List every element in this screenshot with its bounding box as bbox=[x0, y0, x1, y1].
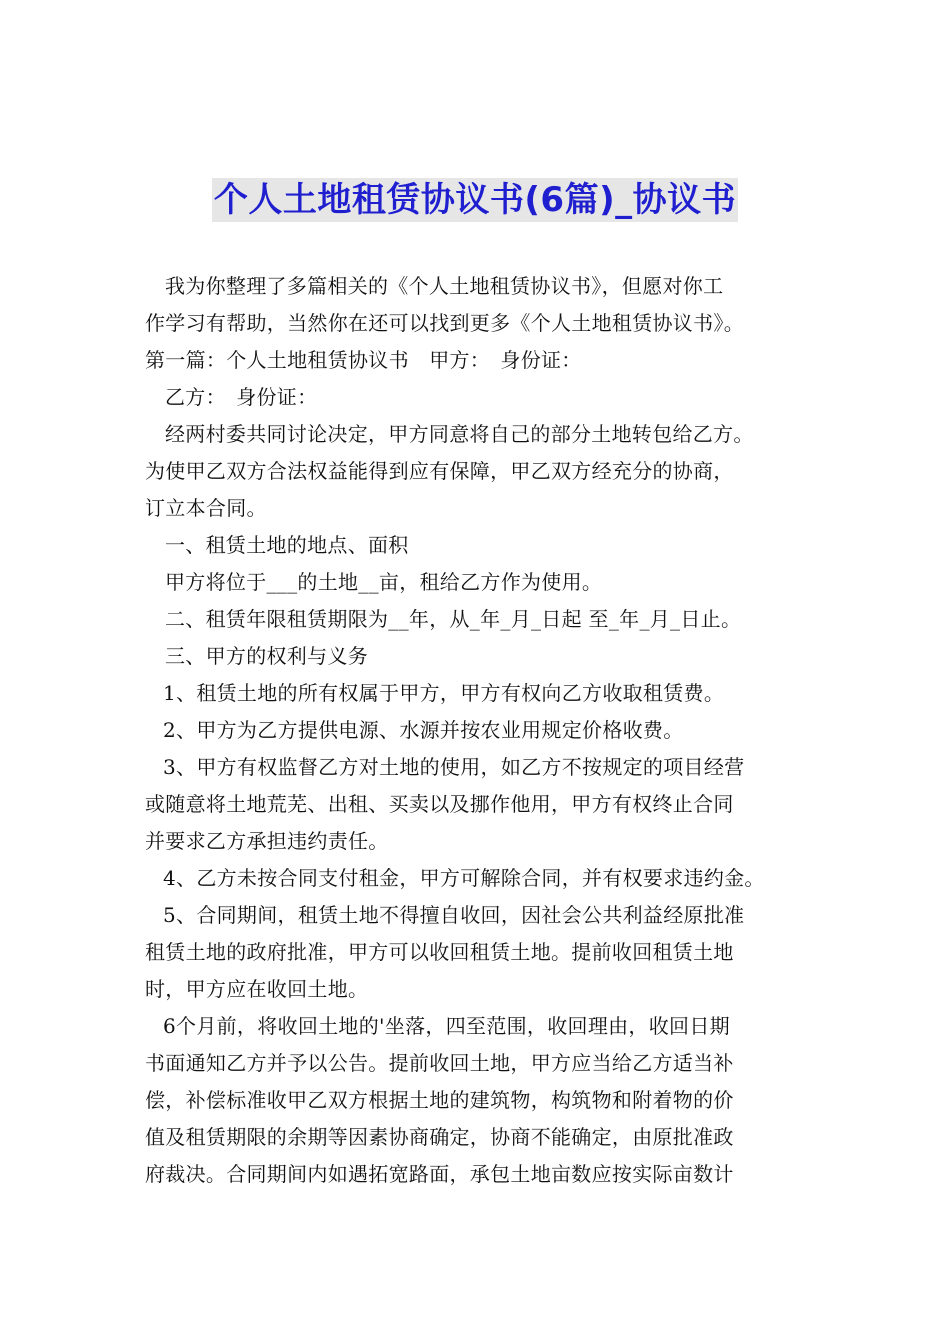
paragraph-line: 并要求乙方承担违约责任。 bbox=[145, 829, 389, 853]
paragraph-line: 为使甲乙双方合法权益能得到应有保障，甲乙双方经充分的协商， bbox=[145, 459, 734, 483]
paragraph-line: 值及租赁期限的余期等因素协商确定，协商不能确定，由原批准政 bbox=[145, 1125, 734, 1149]
section-heading: 三、甲方的权利与义务 bbox=[165, 644, 368, 668]
paragraph-line: 租赁土地的政府批准，甲方可以收回租赁土地。提前收回租赁土地 bbox=[145, 940, 734, 964]
paragraph-line: 第一篇：个人土地租赁协议书 甲方： 身份证： bbox=[145, 348, 582, 372]
paragraph-line: 甲方将位于___的土地__亩，租给乙方作为使用。 bbox=[165, 570, 603, 594]
paragraph-line: 府裁决。合同期间内如遇拓宽路面，承包土地亩数应按实际亩数计 bbox=[145, 1162, 734, 1186]
paragraph-line: 或随意将土地荒芜、出租、买卖以及挪作他用，甲方有权终止合同 bbox=[145, 792, 734, 816]
paragraph-line: 乙方： 身份证： bbox=[165, 385, 318, 409]
paragraph-line: 订立本合同。 bbox=[145, 496, 267, 520]
paragraph-line: 我为你整理了多篇相关的《个人土地租赁协议书》，但愿对你工 bbox=[165, 274, 724, 298]
clause-line: 4、乙方未按合同支付租金，甲方可解除合同，并有权要求违约金。 bbox=[163, 866, 765, 890]
paragraph-line: 6个月前，将收回土地的'坐落，四至范围，收回理由，收回日期 bbox=[163, 1014, 730, 1038]
paragraph-line: 偿，补偿标准收甲乙双方根据土地的建筑物，构筑物和附着物的价 bbox=[145, 1088, 734, 1112]
paragraph-line: 时，甲方应在收回土地。 bbox=[145, 977, 369, 1001]
title-container bbox=[0, 178, 950, 222]
clause-line: 1、租赁土地的所有权属于甲方，甲方有权向乙方收取租赁费。 bbox=[163, 681, 725, 705]
clause-line: 3、甲方有权监督乙方对土地的使用，如乙方不按规定的项目经营 bbox=[163, 755, 745, 779]
paragraph-line: 经两村委共同讨论决定，甲方同意将自己的部分土地转包给乙方。 bbox=[165, 422, 754, 446]
section-heading: 二、租赁年限租赁期限为__年，从_年_月_日起 至_年_月_日止。 bbox=[165, 607, 742, 631]
document-title: 个人土地租赁协议书(6篇)_协议书 bbox=[213, 180, 737, 220]
paragraph-line: 作学习有帮助，当然你在还可以找到更多《个人土地租赁协议书》。 bbox=[145, 311, 744, 335]
document-body bbox=[145, 268, 815, 1193]
paragraph-line: 书面通知乙方并予以公告。提前收回土地，甲方应当给乙方适当补 bbox=[145, 1051, 734, 1075]
clause-line: 5、合同期间，租赁土地不得擅自收回，因社会公共利益经原批准 bbox=[163, 903, 745, 927]
section-heading: 一、租赁土地的地点、面积 bbox=[165, 533, 409, 557]
clause-line: 2、甲方为乙方提供电源、水源并按农业用规定价格收费。 bbox=[163, 718, 684, 742]
